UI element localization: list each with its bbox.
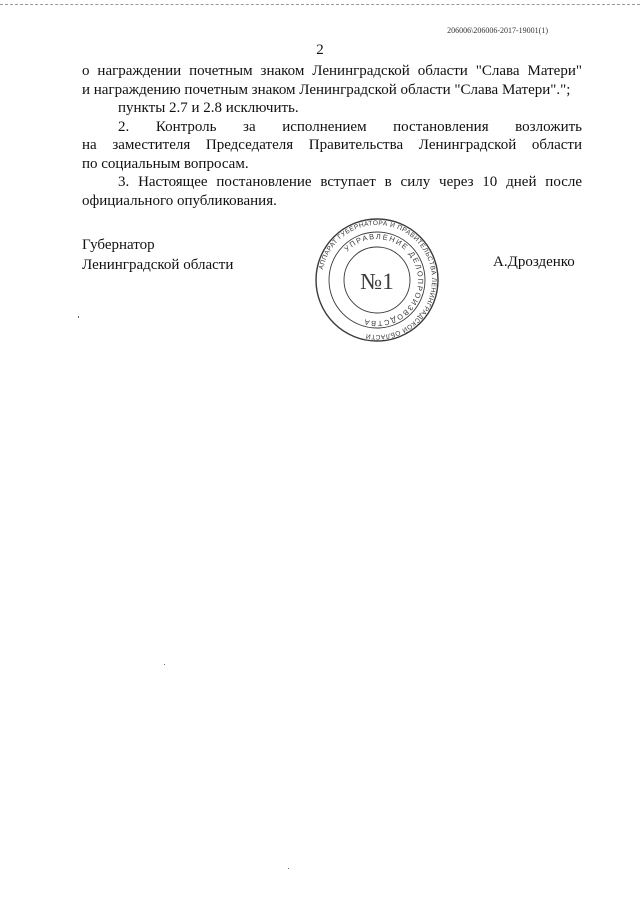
- seal-number: №1: [360, 269, 394, 294]
- page-number: 2: [316, 42, 324, 58]
- signatory-title-line: Ленинградской области: [82, 257, 234, 273]
- seal-inner-text: УПРАВЛЕНИЕ ДЕЛОПРОИЗВОДСТВА: [342, 231, 426, 329]
- document-code: 206006\206006-2017-19001(1): [447, 26, 548, 35]
- document-body: [82, 62, 582, 210]
- official-seal: [314, 217, 440, 343]
- body-line: по социальным вопросам.: [82, 155, 249, 172]
- scan-speck: [288, 868, 289, 869]
- scan-speck: [78, 316, 79, 318]
- body-line: о награждении почетным знаком Ленинградской области "Слава Матери": [82, 63, 582, 79]
- body-line: пункты 2.7 и 2.8 исключить.: [118, 100, 299, 116]
- signatory-title: [82, 235, 233, 275]
- signatory-title-line: Губернатор: [82, 237, 155, 253]
- signatory-name: А.Дрозденко: [493, 254, 575, 270]
- scan-edge-line: [0, 4, 640, 6]
- body-line: и награждению почетным знаком Ленинградской области "Слава Матери".";: [82, 81, 571, 98]
- body-line: официального опубликования.: [82, 192, 277, 209]
- body-line: 2. Контроль за исполнением постановления возложить: [118, 118, 582, 135]
- seal-outer-text: АППАРАТ ГУБЕРНАТОРА И ПРАВИТЕЛЬСТВА ЛЕНИНГРАДСКОЙ ОБЛАСТИ: [318, 219, 438, 341]
- scan-speck: [164, 664, 165, 665]
- body-line: на заместителя Председателя Правительства Ленинградской области: [82, 137, 582, 153]
- body-line: 3. Настоящее постановление вступает в силу через 10 дней после: [118, 174, 582, 190]
